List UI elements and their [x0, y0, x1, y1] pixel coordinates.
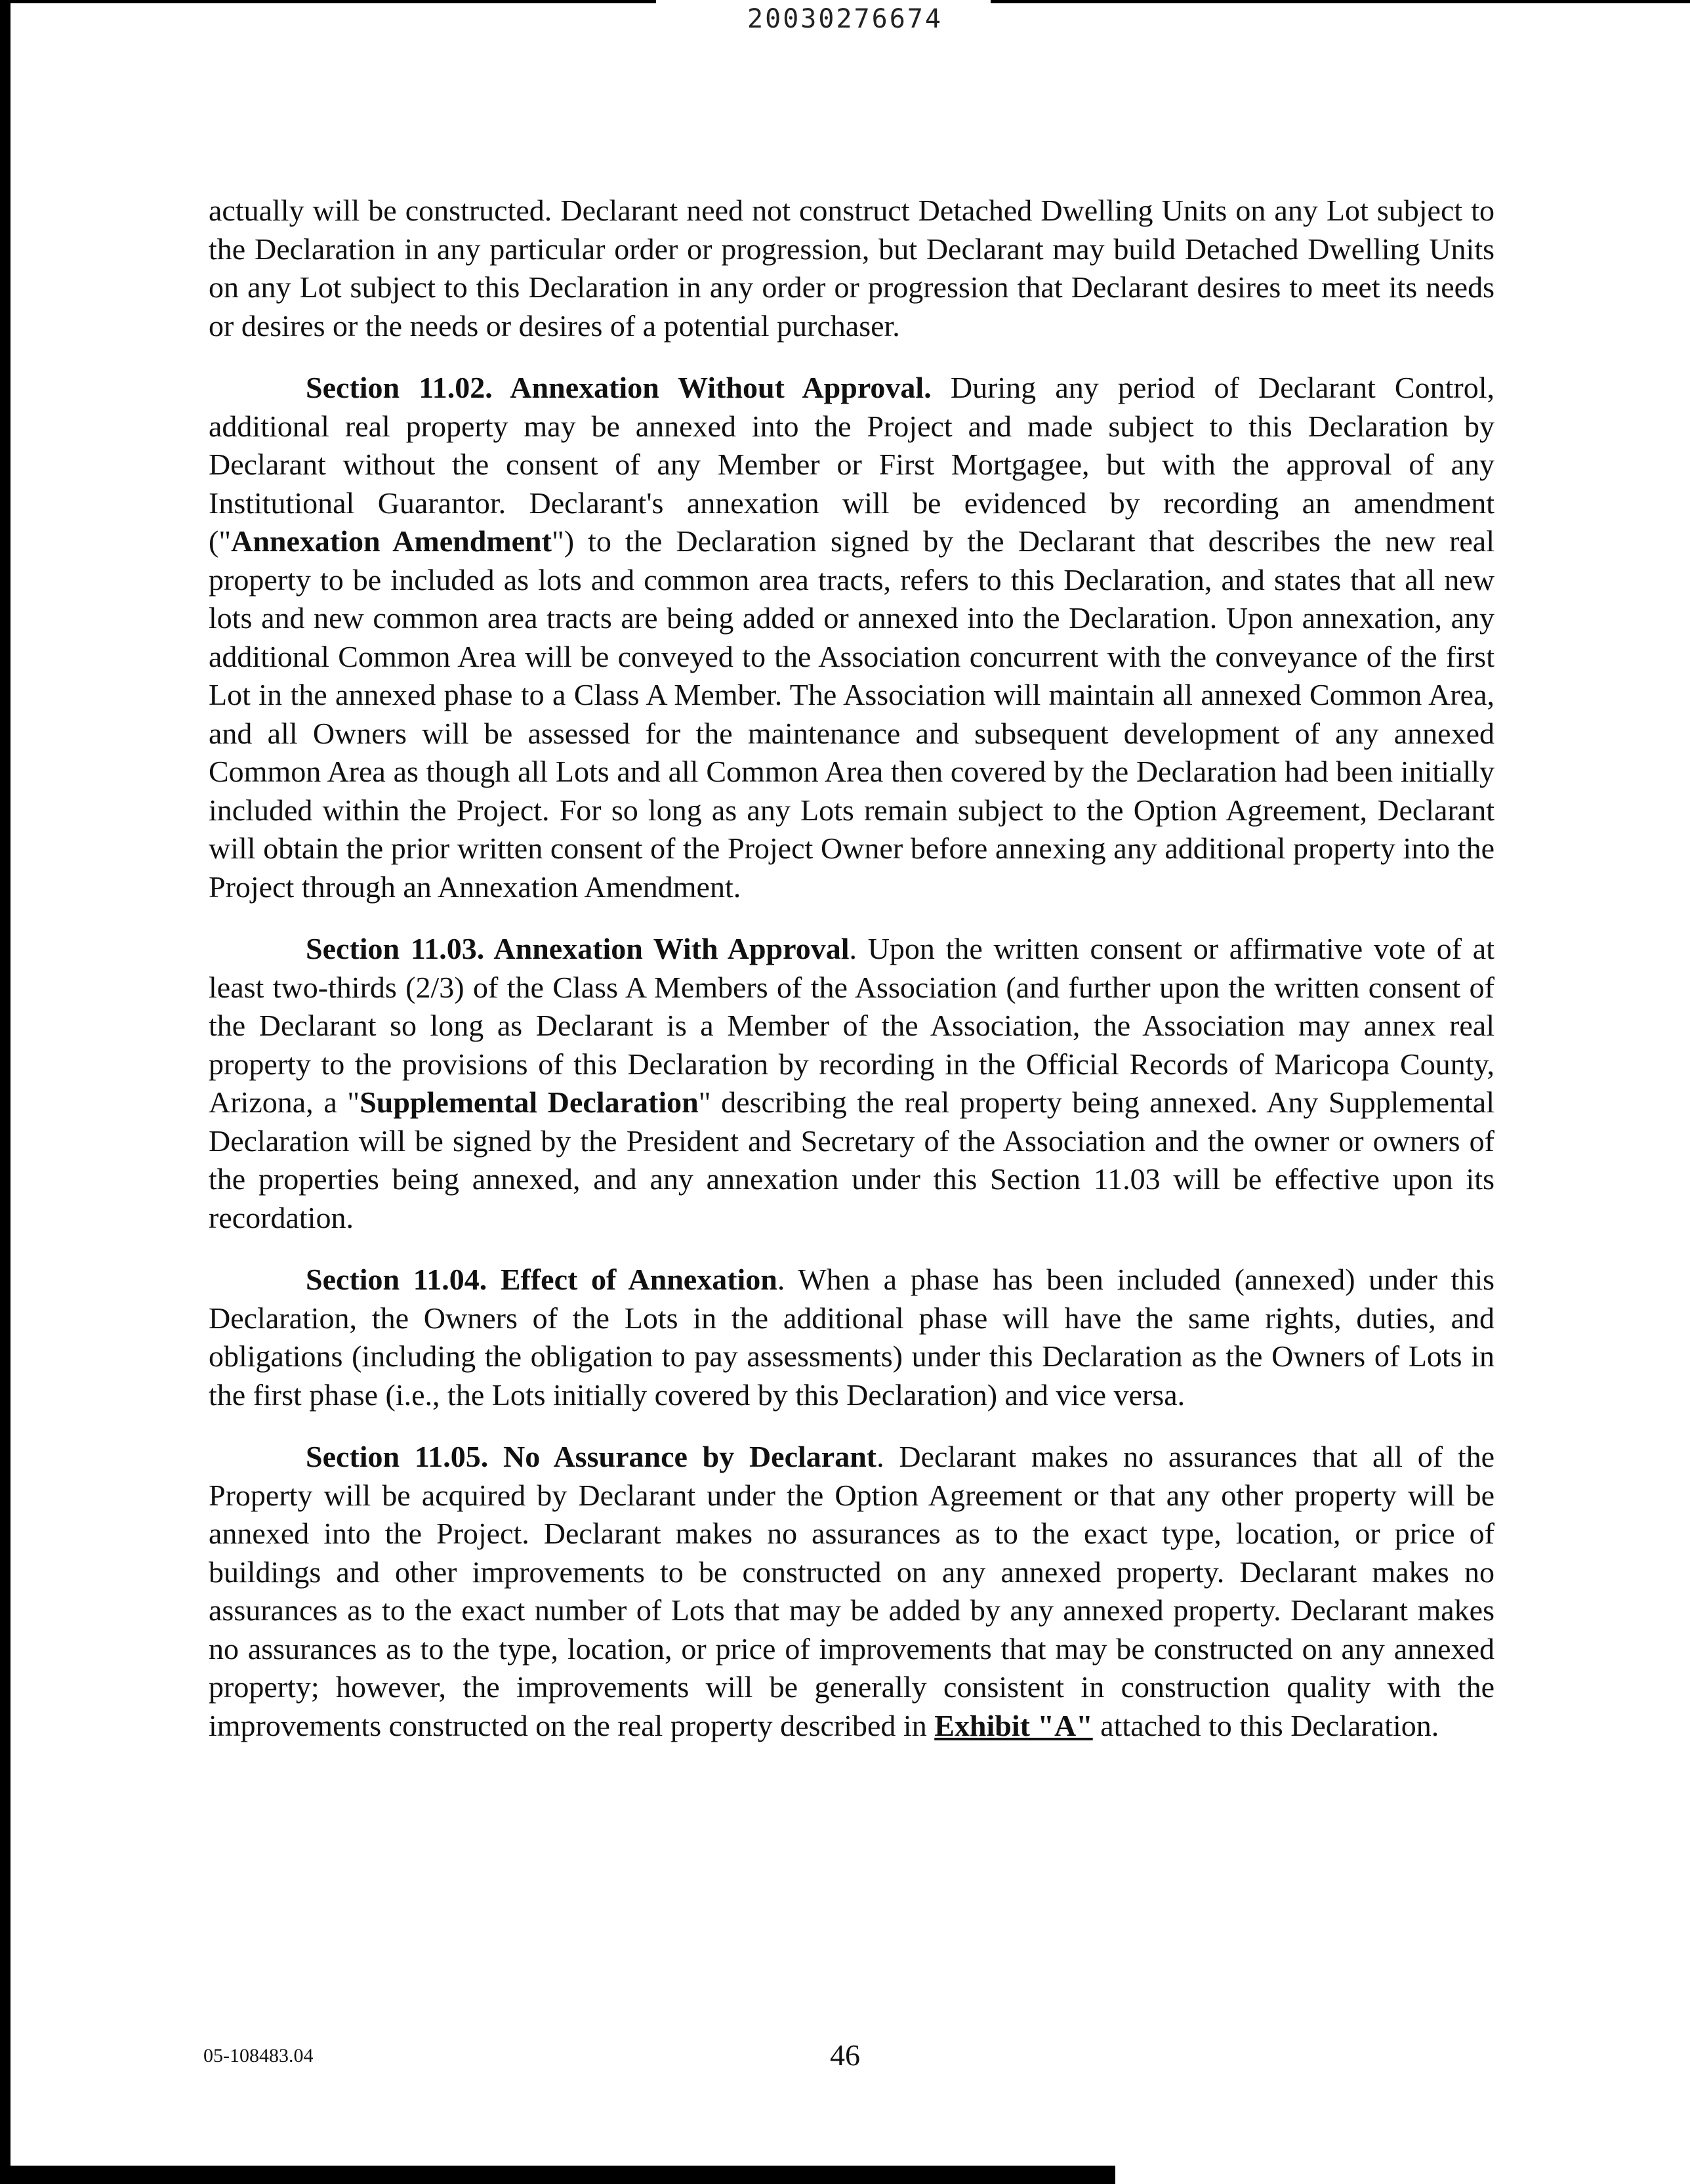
document-number: 20030276674	[747, 4, 943, 34]
paragraph-continuation: actually will be constructed. Declarant need not construct Detached Dwelling Units on any Lot subject to the Declaration in any particular order or progression, but Declarant may build Detached Dwelling Units on any Lot subject to this Declaration in any order or progression that Declarant desires to meet its needs or desires or the needs or desires of a potential purchaser.	[209, 194, 1494, 343]
footer-document-code: 05-108483.04	[203, 2045, 314, 2067]
scan-border-bottom	[0, 2166, 1115, 2184]
scan-border-top-left	[0, 0, 656, 3]
section-heading: Section 11.03. Annexation With Approval	[306, 932, 850, 965]
section-11-03	[209, 930, 1494, 1237]
exhibit-reference: Exhibit "A"	[934, 1708, 1093, 1742]
scan-border-left	[0, 0, 10, 2184]
defined-term: Annexation Amendment	[231, 524, 552, 558]
section-11-04	[209, 1261, 1494, 1414]
section-text: . When a phase has been included (annexed) under this Declaration, the Owners of the Lots in the additional phase will have the same rights, duties, and obligations (including the obligation to pay assessments) under this Declaration as the Owners of Lots in the first phase (i.e., the Lots initially covered by this Declaration) and vice versa.	[209, 1263, 1494, 1412]
scan-border-top-right	[991, 0, 1690, 3]
section-heading: Section 11.05. No Assurance by Declarant	[306, 1440, 877, 1473]
page-body	[209, 192, 1494, 1769]
section-text: ") to the Declaration signed by the Declarant that describes the new real property to be included as lots and common area tracts, refers to this Declaration, and states that all new lots and new common area tracts are being added or annexed into the Declaration. Upon annexation, any additional Common Area will be conveyed to the Association concurrent with the conveyance of the first Lot in the annexed phase to a Class A Member. The Association will maintain all annexed Common Area, and all Owners will be assessed for the maintenance and subsequent development of any annexed Common Area as though all Lots and all Common Area then covered by the Declaration had been initially included within the Project. For so long as any Lots remain subject to the Option Agreement, Declarant will obtain the prior written consent of the Project Owner before annexing any additional property into the Project through an Annexation Amendment.	[209, 524, 1494, 904]
page-number: 46	[830, 2038, 860, 2072]
section-11-05	[209, 1438, 1494, 1745]
section-text: . Declarant makes no assurances that all of the Property will be acquired by Declarant under the Option Agreement or that any other property will be annexed into the Project. Declarant makes no assurances as to the exact type, location, or price of buildings and other improvements to be constructed on any annexed property. Declarant makes no assurances as to the exact number of Lots that may be added by any annexed property. Declarant makes no assurances as to the type, location, or price of improvements that may be constructed on any annexed property; however, the improvements will be generally consistent in construction quality with the improvements constructed on the real property described in	[209, 1440, 1494, 1742]
defined-term: Supplemental Declaration	[360, 1085, 699, 1119]
section-heading: Section 11.04. Effect of Annexation	[306, 1263, 777, 1296]
section-text: . Upon the written consent or affirmative vote of at least two-thirds (2/3) of the Class A Members of the Association (and further upon the written consent of the Declarant so long as Declarant is a Member of the Association, the Association may annex real property to the provisions of this Declaration by recording in the Official Records of Maricopa County, Arizona, a "	[209, 932, 1494, 1119]
section-heading: Section 11.02. Annexation Without Approval.	[306, 371, 932, 404]
section-11-02	[209, 369, 1494, 906]
section-text: attached to this Declaration.	[1092, 1708, 1439, 1742]
section-text: " describing the real property being annexed. Any Supplemental Declaration will be signed by the President and Secretary of the Association and the owner or owners of the properties being annexed, and any annexation under this Section 11.03 will be effective upon its recordation.	[209, 1085, 1494, 1234]
section-text: During any period of Declarant Control, additional real property may be annexed into the Project and made subject to this Declaration by Declarant without the consent of any Member or First Mortgagee, but with the approval of any Institutional Guarantor. Declarant's annexation will be evidenced by recording an amendment ("	[209, 371, 1494, 558]
